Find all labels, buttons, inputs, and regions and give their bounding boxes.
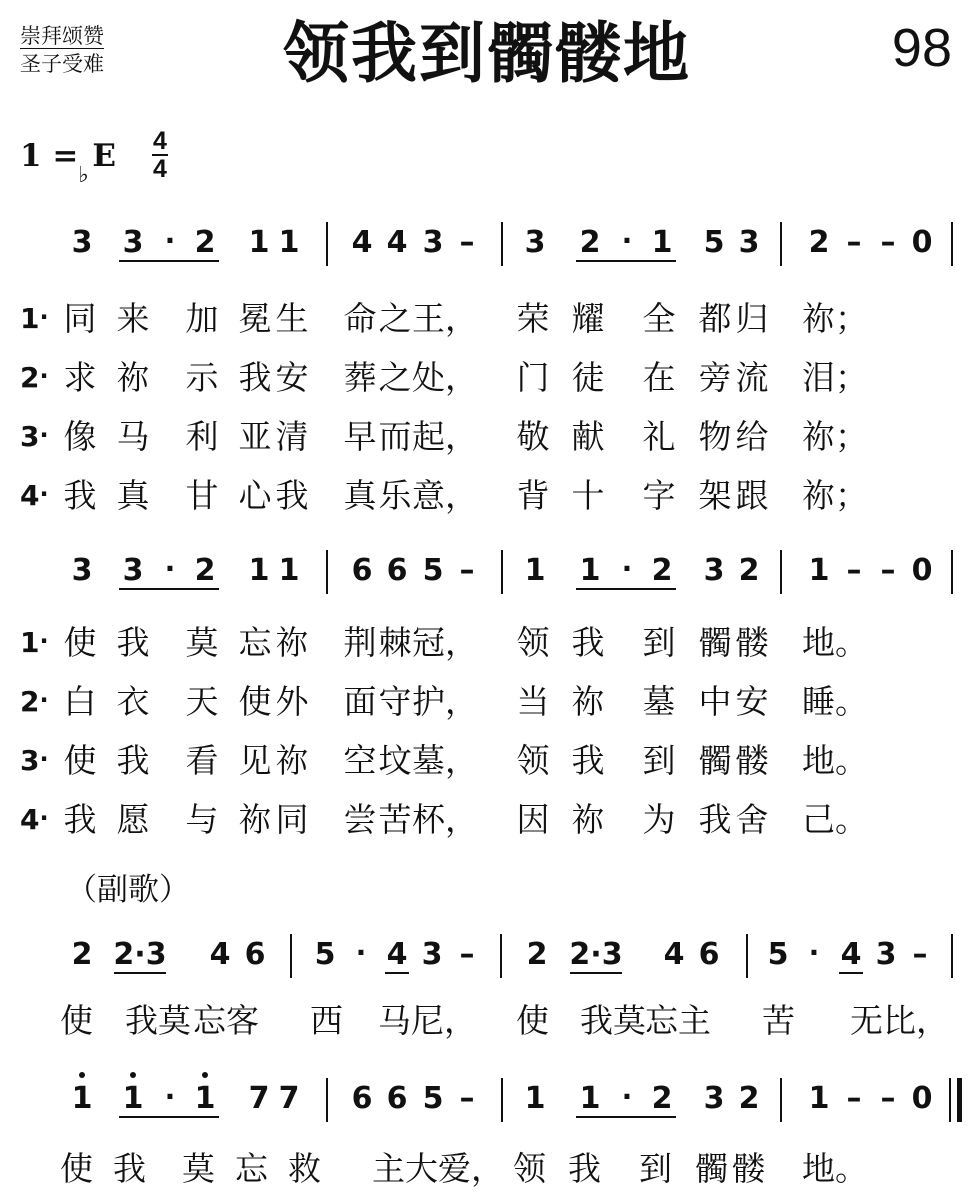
lyric-syllable: 使 xyxy=(60,1149,93,1188)
lyric-syllable: 礼 xyxy=(642,417,676,456)
lyric-syllable: 我 xyxy=(568,1149,601,1188)
note: 3 xyxy=(875,937,897,972)
lyric-syllable: 我 xyxy=(571,623,605,662)
hymn-title: 领我到髑髅地 xyxy=(283,14,691,92)
barline xyxy=(290,934,292,978)
note: 4 xyxy=(209,937,231,972)
time-signature-bottom: 4 xyxy=(153,155,167,183)
barline xyxy=(951,934,953,978)
key-note: E xyxy=(92,138,116,174)
lyric-syllable: 甘 xyxy=(185,476,219,515)
verse-number-dot: · xyxy=(39,686,49,714)
key-signature xyxy=(20,136,116,188)
lyric-syllable: 安 xyxy=(275,358,309,397)
note: 1 xyxy=(651,225,673,260)
verse-number: 1 xyxy=(20,626,40,659)
key-prefix: 1 = xyxy=(20,138,79,174)
lyric-syllable: 忘 xyxy=(235,1149,268,1188)
lyric-syllable: 我 xyxy=(275,476,309,515)
lyric-syllable: 荣 xyxy=(516,299,550,338)
lyric-syllable: 护， xyxy=(412,682,478,721)
lyric-syllable: 棘 xyxy=(378,623,412,662)
lyric-syllable: 领 xyxy=(516,741,550,780)
final-barline xyxy=(957,1078,962,1122)
verse-number-dot: · xyxy=(39,627,49,655)
lyric-syllable: 中 xyxy=(698,682,732,721)
lyric-syllable: 马 xyxy=(116,417,150,456)
note-dot: · xyxy=(808,936,820,969)
note: 3 xyxy=(422,225,444,260)
verse-number: 4 xyxy=(20,479,40,512)
note-pair: 2·3 xyxy=(113,937,167,972)
refrain-lyrics-2 xyxy=(0,1144,974,1194)
lyric-syllable: 见 xyxy=(238,741,272,780)
note: 4 xyxy=(663,937,685,972)
beat-underline xyxy=(119,260,219,262)
beat-underline xyxy=(570,972,622,974)
lyric-syllable: 地。 xyxy=(802,741,868,780)
lyric-syllable: 早 xyxy=(343,417,377,456)
note: 6 xyxy=(698,937,720,972)
lyric-syllable: 无比， xyxy=(850,1001,949,1040)
lyric-syllable: 西 xyxy=(310,1001,343,1040)
note: 3 xyxy=(524,225,546,260)
lyric-syllable: 示 xyxy=(185,358,219,397)
lyric-syllable: 乐 xyxy=(378,476,412,515)
lyric-syllable: 清 xyxy=(275,417,309,456)
note: 1 xyxy=(808,553,830,588)
note: 1 xyxy=(579,1081,601,1116)
lyric-syllable: 门 xyxy=(516,358,550,397)
barline xyxy=(780,1078,782,1122)
note: 7 xyxy=(278,1081,300,1116)
verse-number-dot: · xyxy=(39,303,49,331)
note-dot: · xyxy=(621,224,633,257)
lyric-syllable: 己。 xyxy=(802,800,868,839)
note: 5 xyxy=(767,937,789,972)
verse-number-dot: · xyxy=(39,745,49,773)
note: 1 xyxy=(71,1081,93,1116)
lyric-syllable: 愿 xyxy=(116,800,150,839)
lyric-syllable: 杯， xyxy=(412,800,478,839)
lyric-syllable: 忘 xyxy=(238,623,272,662)
beat-underline xyxy=(576,588,676,590)
lyric-syllable: 外 xyxy=(275,682,309,721)
notation-line-2 xyxy=(0,546,974,596)
note: 4 xyxy=(386,937,408,972)
lyric-syllable: 主大爱， xyxy=(372,1149,504,1188)
lyric-syllable: 我 xyxy=(698,800,732,839)
lyric-syllable: 地。 xyxy=(802,1149,868,1188)
note: 3 xyxy=(122,225,144,260)
note: 2 xyxy=(651,1081,673,1116)
note: – xyxy=(459,1081,475,1116)
barline xyxy=(951,550,953,594)
lyric-syllable: 徒 xyxy=(571,358,605,397)
note: 4 xyxy=(386,225,408,260)
beat-underline xyxy=(576,260,676,262)
beat-underline xyxy=(119,1116,219,1118)
lyric-syllable: 献 xyxy=(571,417,605,456)
beat-underline xyxy=(576,1116,676,1118)
lyric-syllable: 十 xyxy=(571,476,605,515)
verse-number: 2 xyxy=(20,685,40,718)
note: 2 xyxy=(194,553,216,588)
note: 1 xyxy=(579,553,601,588)
lyric-syllable: 髅 xyxy=(735,623,769,662)
note: – xyxy=(880,1081,896,1116)
lyric-syllable: 王， xyxy=(412,299,478,338)
note: 1 xyxy=(194,1081,216,1116)
lyric-syllable: 衣 xyxy=(116,682,150,721)
note-dot: · xyxy=(621,1080,633,1113)
notation-line-4 xyxy=(0,1074,974,1124)
verse-line xyxy=(0,795,974,845)
beat-underline xyxy=(119,588,219,590)
lyric-syllable: 我 xyxy=(63,800,97,839)
note: 1 xyxy=(278,225,300,260)
lyric-syllable: 我莫 xyxy=(580,1001,646,1040)
lyric-syllable: 来 xyxy=(116,299,150,338)
lyric-syllable: 真 xyxy=(116,476,150,515)
barline xyxy=(746,934,748,978)
lyric-syllable: 墓， xyxy=(412,741,478,780)
lyric-syllable: 祢； xyxy=(802,299,868,338)
note-dot: · xyxy=(621,552,633,585)
lyric-syllable: 之 xyxy=(378,358,412,397)
barline xyxy=(780,550,782,594)
lyric-syllable: 我 xyxy=(116,623,150,662)
note: – xyxy=(880,553,896,588)
lyric-syllable: 敬 xyxy=(516,417,550,456)
note-dot: · xyxy=(355,936,367,969)
lyric-syllable: 耀 xyxy=(571,299,605,338)
lyric-syllable: 救 xyxy=(288,1149,321,1188)
high-octave-dot xyxy=(130,1072,136,1078)
note: 2 xyxy=(71,937,93,972)
verse-line xyxy=(0,677,974,727)
lyric-syllable: 同 xyxy=(275,800,309,839)
note: 1 xyxy=(278,553,300,588)
lyric-syllable: 为 xyxy=(642,800,676,839)
lyric-syllable: 我莫 xyxy=(125,1001,191,1040)
lyric-syllable: 而 xyxy=(378,417,412,456)
note: 3 xyxy=(421,937,443,972)
lyric-syllable: 同 xyxy=(63,299,97,338)
lyric-syllable: 地。 xyxy=(802,623,868,662)
lyric-syllable: 髅 xyxy=(732,1149,765,1188)
lyric-syllable: 苦 xyxy=(378,800,412,839)
note: 2 xyxy=(579,225,601,260)
lyric-syllable: 天 xyxy=(185,682,219,721)
note: 5 xyxy=(422,1081,444,1116)
note: 1 xyxy=(248,553,270,588)
lyric-syllable: 命 xyxy=(343,299,377,338)
lyric-syllable: 当 xyxy=(516,682,550,721)
beat-underline xyxy=(839,972,863,974)
lyric-syllable: 祢 xyxy=(116,358,150,397)
note: 2 xyxy=(651,553,673,588)
lyric-syllable: 苦 xyxy=(762,1001,795,1040)
barline xyxy=(326,550,328,594)
barline xyxy=(501,1078,503,1122)
verse-line xyxy=(0,471,974,521)
lyric-syllable: 我 xyxy=(116,741,150,780)
lyric-syllable: 真 xyxy=(343,476,377,515)
lyric-syllable: 我 xyxy=(113,1149,146,1188)
lyric-syllable: 祢 xyxy=(571,800,605,839)
note: 1 xyxy=(524,553,546,588)
lyric-syllable: 像 xyxy=(63,417,97,456)
verse-number: 3 xyxy=(20,420,40,453)
lyric-syllable: 处， xyxy=(412,358,478,397)
verse-number-dot: · xyxy=(39,421,49,449)
verse-number-dot: · xyxy=(39,362,49,390)
lyric-syllable: 心 xyxy=(238,476,272,515)
barline xyxy=(951,222,953,266)
note: 6 xyxy=(386,553,408,588)
note: 6 xyxy=(244,937,266,972)
verse-line xyxy=(0,618,974,668)
lyric-syllable: 舍 xyxy=(735,800,769,839)
note: 5 xyxy=(422,553,444,588)
time-signature-top: 4 xyxy=(153,127,167,155)
lyric-syllable: 使 xyxy=(63,741,97,780)
lyric-syllable: 葬 xyxy=(343,358,377,397)
note: 1 xyxy=(808,1081,830,1116)
lyric-syllable: 忘主 xyxy=(645,1001,711,1040)
lyric-syllable: 祢 xyxy=(238,800,272,839)
note: 4 xyxy=(840,937,862,972)
lyric-syllable: 到 xyxy=(639,1149,672,1188)
note: – xyxy=(880,225,896,260)
lyric-syllable: 使 xyxy=(516,1001,549,1040)
lyric-syllable: 泪； xyxy=(802,358,868,397)
lyric-syllable: 使 xyxy=(238,682,272,721)
note: 2 xyxy=(738,553,760,588)
refrain-lyrics-1 xyxy=(0,996,974,1046)
barline xyxy=(326,222,328,266)
high-octave-dot xyxy=(79,1072,85,1078)
lyric-syllable: 莫 xyxy=(185,623,219,662)
lyric-syllable: 都 xyxy=(698,299,732,338)
lyric-syllable: 到 xyxy=(642,623,676,662)
lyric-syllable: 髑 xyxy=(698,741,732,780)
lyric-syllable: 祢 xyxy=(275,741,309,780)
lyric-syllable: 到 xyxy=(642,741,676,780)
note: 6 xyxy=(386,1081,408,1116)
beat-underline xyxy=(385,972,409,974)
lyric-syllable: 在 xyxy=(642,358,676,397)
lyric-syllable: 荆 xyxy=(343,623,377,662)
lyric-syllable: 使 xyxy=(60,1001,93,1040)
note: 0 xyxy=(911,225,933,260)
lyric-syllable: 马尼， xyxy=(378,1001,477,1040)
lyric-syllable: 使 xyxy=(63,623,97,662)
lyric-syllable: 髑 xyxy=(695,1149,728,1188)
verse-number-dot: · xyxy=(39,480,49,508)
lyric-syllable: 祢； xyxy=(802,476,868,515)
note-dot: · xyxy=(164,552,176,585)
lyric-syllable: 髑 xyxy=(698,623,732,662)
lyric-syllable: 之 xyxy=(378,299,412,338)
lyric-syllable: 旁 xyxy=(698,358,732,397)
barline xyxy=(780,222,782,266)
lyric-syllable: 全 xyxy=(642,299,676,338)
lyric-syllable: 安 xyxy=(735,682,769,721)
lyric-syllable: 领 xyxy=(516,623,550,662)
lyric-syllable: 守 xyxy=(378,682,412,721)
lyric-syllable: 求 xyxy=(63,358,97,397)
note: 1 xyxy=(122,1081,144,1116)
lyric-syllable: 加 xyxy=(185,299,219,338)
note-pair: 2·3 xyxy=(569,937,623,972)
hymn-subcategory: 圣子受难 xyxy=(20,52,104,76)
note: 5 xyxy=(703,225,725,260)
lyric-syllable: 我 xyxy=(63,476,97,515)
lyric-syllable: 莫 xyxy=(182,1149,215,1188)
beat-underline xyxy=(114,972,166,974)
note-dot: · xyxy=(164,1080,176,1113)
verse-line xyxy=(0,412,974,462)
note: 3 xyxy=(738,225,760,260)
lyric-syllable: 白 xyxy=(63,682,97,721)
lyric-syllable: 与 xyxy=(185,800,219,839)
note: 2 xyxy=(738,1081,760,1116)
lyric-syllable: 祢 xyxy=(275,623,309,662)
note: 3 xyxy=(703,1081,725,1116)
lyric-syllable: 生 xyxy=(275,299,309,338)
lyric-syllable: 忘客 xyxy=(193,1001,259,1040)
verse-line xyxy=(0,353,974,403)
note: – xyxy=(459,553,475,588)
notation-line-3 xyxy=(0,930,974,980)
lyric-syllable: 跟 xyxy=(735,476,769,515)
note: 2 xyxy=(194,225,216,260)
lyric-syllable: 归 xyxy=(735,299,769,338)
lyric-syllable: 祢 xyxy=(571,682,605,721)
lyric-syllable: 睡。 xyxy=(802,682,868,721)
note: – xyxy=(459,937,475,972)
note: 3 xyxy=(122,553,144,588)
note: 4 xyxy=(351,225,373,260)
barline xyxy=(501,550,503,594)
lyric-syllable: 流 xyxy=(735,358,769,397)
hymn-category: 崇拜颂赞 xyxy=(20,24,104,48)
lyric-syllable: 架 xyxy=(698,476,732,515)
verse-line xyxy=(0,294,974,344)
note: 3 xyxy=(71,553,93,588)
lyric-syllable: 领 xyxy=(513,1149,546,1188)
verse-number: 1 xyxy=(20,302,40,335)
note: – xyxy=(846,225,862,260)
note: 0 xyxy=(911,553,933,588)
lyric-syllable: 髅 xyxy=(735,741,769,780)
lyric-syllable: 我 xyxy=(238,358,272,397)
lyric-syllable: 冕 xyxy=(238,299,272,338)
lyric-syllable: 给 xyxy=(735,417,769,456)
note: 3 xyxy=(703,553,725,588)
lyric-syllable: 字 xyxy=(642,476,676,515)
lyric-syllable: 物 xyxy=(698,417,732,456)
note: 6 xyxy=(351,1081,373,1116)
barline xyxy=(949,1078,951,1122)
note-dot: · xyxy=(164,224,176,257)
barline xyxy=(326,1078,328,1122)
note: 2 xyxy=(808,225,830,260)
note: – xyxy=(459,225,475,260)
lyric-syllable: 亚 xyxy=(238,417,272,456)
verse-number: 4 xyxy=(20,803,40,836)
lyric-syllable: 起， xyxy=(412,417,478,456)
verse-number-dot: · xyxy=(39,804,49,832)
refrain-label: （副歌） xyxy=(66,872,190,908)
high-octave-dot xyxy=(202,1072,208,1078)
lyric-syllable: 坟 xyxy=(378,741,412,780)
lyric-syllable: 因 xyxy=(516,800,550,839)
note: 2 xyxy=(526,937,548,972)
barline xyxy=(500,934,502,978)
note: – xyxy=(846,553,862,588)
note: 1 xyxy=(524,1081,546,1116)
notation-line-1 xyxy=(0,218,974,268)
verse-number: 3 xyxy=(20,744,40,777)
lyric-syllable: 看 xyxy=(185,741,219,780)
flat-icon: ♭ xyxy=(78,162,89,188)
lyric-syllable: 墓 xyxy=(642,682,676,721)
note: – xyxy=(912,937,928,972)
lyric-syllable: 祢； xyxy=(802,417,868,456)
note: 7 xyxy=(248,1081,270,1116)
hymn-number: 98 xyxy=(891,18,952,78)
lyric-syllable: 背 xyxy=(516,476,550,515)
note: – xyxy=(846,1081,862,1116)
note: 0 xyxy=(911,1081,933,1116)
lyric-syllable: 冠， xyxy=(412,623,478,662)
note: 6 xyxy=(351,553,373,588)
lyric-syllable: 面 xyxy=(343,682,377,721)
note: 5 xyxy=(314,937,336,972)
note: 3 xyxy=(71,225,93,260)
lyric-syllable: 意， xyxy=(412,476,478,515)
lyric-syllable: 利 xyxy=(185,417,219,456)
lyric-syllable: 尝 xyxy=(343,800,377,839)
note: 1 xyxy=(248,225,270,260)
barline xyxy=(501,222,503,266)
lyric-syllable: 空 xyxy=(343,741,377,780)
time-signature xyxy=(152,127,168,183)
lyric-syllable: 我 xyxy=(571,741,605,780)
verse-line xyxy=(0,736,974,786)
verse-number: 2 xyxy=(20,361,40,394)
